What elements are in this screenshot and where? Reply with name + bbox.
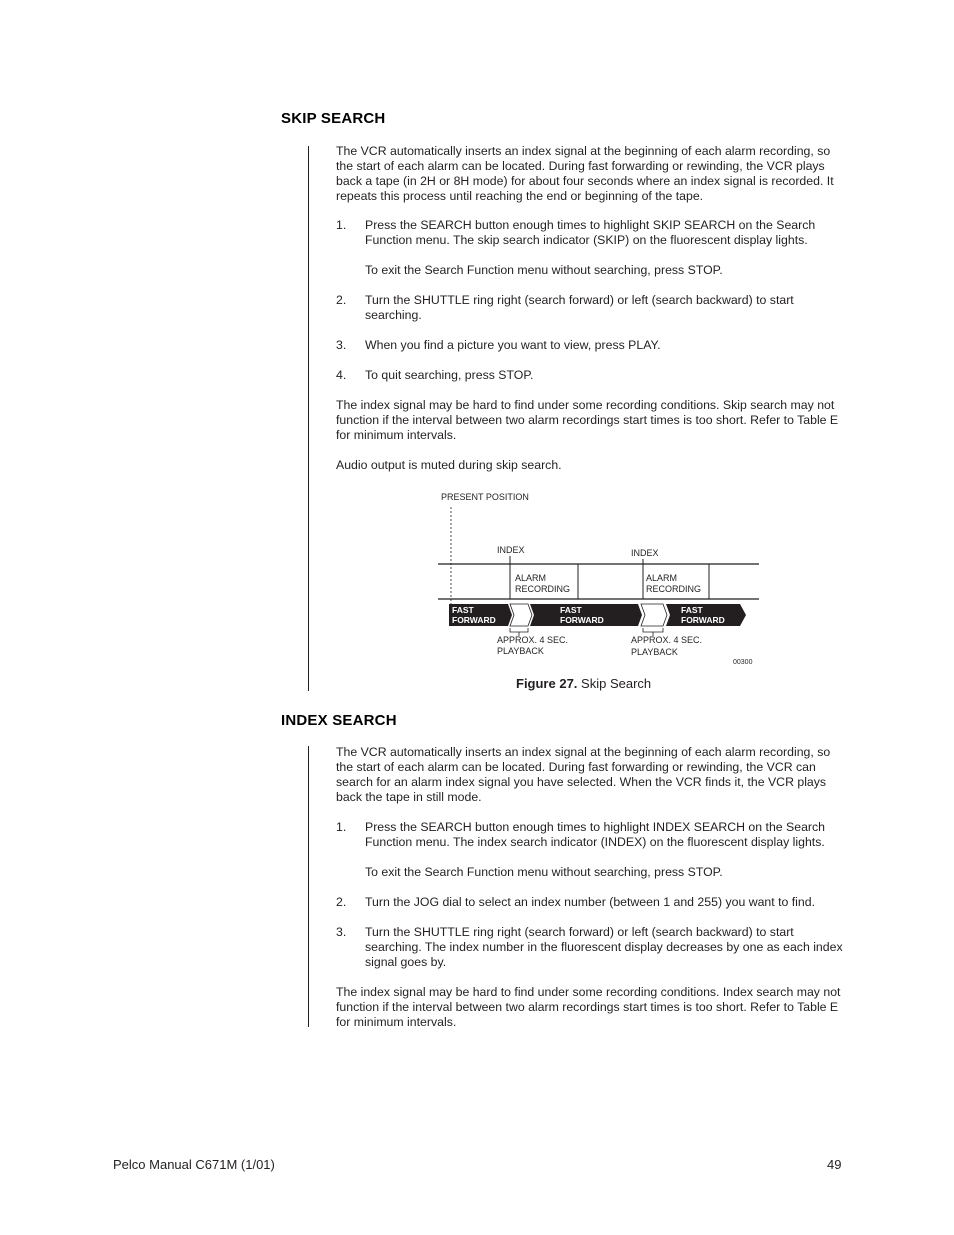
playback-segment-1 — [510, 604, 532, 626]
fast-forward-1-line2: FORWARD — [452, 615, 496, 625]
index-step-2-text: Turn the JOG dial to select an index number (between 1 and 255) you want to find. — [365, 895, 816, 909]
index-search-heading: INDEX SEARCH — [281, 712, 397, 729]
skip-step-1-text: Press the SEARCH button enough times to highlight SKIP SEARCH on the Search Function menu. The skip search indicator (SKIP) on the fluorescent display lights. — [365, 218, 816, 247]
alarm-recording-1-line2: RECORDING — [515, 584, 571, 594]
figure-code: 00300 — [733, 659, 753, 666]
skip-step-4-number: 4. — [336, 368, 347, 382]
playback-2-line2: PLAYBACK — [631, 647, 678, 657]
skip-step-2-text: Turn the SHUTTLE ring right (search forward) or left (search backward) to start searching. — [365, 293, 794, 322]
fast-forward-3-line2: FORWARD — [681, 615, 725, 625]
playback-bracket-2 — [643, 628, 663, 632]
figure-caption-title: Skip Search — [581, 676, 652, 691]
fast-forward-3-line1: FAST — [681, 605, 703, 615]
index-step-3-text: Turn the SHUTTLE ring right (search forward) or left (search backward) to start searching. The index number in the fluorescent display decreases by one as each index signal goes by. — [365, 925, 843, 969]
index-step-1-note: To exit the Search Function menu without searching, press STOP. — [365, 865, 723, 879]
skip-step-3-text: When you find a picture you want to view, press PLAY. — [365, 338, 661, 352]
alarm-recording-1-line1: ALARM — [515, 573, 547, 583]
skip-step-4-text: To quit searching, press STOP. — [365, 368, 534, 382]
skip-step-1-note: To exit the Search Function menu without searching, press STOP. — [365, 263, 723, 277]
playback-bracket-1 — [510, 628, 528, 632]
index-step-1-number: 1. — [336, 820, 347, 834]
playback-1-line1: APPROX. 4 SEC. — [497, 635, 569, 645]
index-step-2-number: 2. — [336, 895, 347, 909]
index-step-1-text: Press the SEARCH button enough times to highlight INDEX SEARCH on the Search Function menu. The index search indicator (INDEX) on the fluorescent display lights. — [365, 820, 825, 849]
playback-segment-2 — [641, 604, 667, 626]
skip-search-note-1: The index signal may be hard to find under some recording conditions. Skip search may not function if the interval between two alarm recordings start times is too short. Refer to Table E for minimum intervals. — [336, 398, 839, 442]
index-step-3-number: 3. — [336, 925, 347, 939]
fast-forward-2-line2: FORWARD — [560, 615, 604, 625]
skip-step-3-number: 3. — [336, 338, 347, 352]
index-search-intro: The VCR automatically inserts an index signal at the beginning of each alarm recording, so the start of each alarm can be located. During fast forwarding or rewinding, the VCR can search for an alarm index signal you have selected. When the VCR finds it, the VCR plays back the tape in still mode. — [336, 745, 831, 804]
footer-manual-title: Pelco Manual C671M (1/01) — [113, 1157, 275, 1172]
skip-step-1-number: 1. — [336, 218, 347, 232]
index-label-1: INDEX — [497, 545, 525, 555]
playback-1-line2: PLAYBACK — [497, 646, 544, 656]
alarm-recording-2-line2: RECORDING — [646, 584, 702, 594]
index-label-2: INDEX — [631, 548, 659, 558]
skip-step-2-number: 2. — [336, 293, 347, 307]
skip-search-heading: SKIP SEARCH — [281, 110, 386, 127]
figure-caption — [516, 676, 651, 691]
alarm-recording-2-line1: ALARM — [646, 573, 678, 583]
fast-forward-1-line1: FAST — [452, 605, 474, 615]
footer-page-number: 49 — [827, 1157, 842, 1172]
skip-search-intro: The VCR automatically inserts an index signal at the beginning of each alarm recording, so the start of each alarm can be located. During fast forwarding or rewinding, the VCR plays back a tape (in 2H or 8H mode) for about four seconds where an index signal is recorded. It repeats this process until reaching the end or beginning of the tape. — [336, 144, 834, 203]
present-position-label: PRESENT POSITION — [441, 492, 529, 502]
fast-forward-2-line1: FAST — [560, 605, 582, 615]
index-search-note-1: The index signal may be hard to find under some recording conditions. Index search may not function if the interval between two alarm recordings start times is too short. Refer to Table E for minimum intervals. — [336, 985, 841, 1029]
skip-search-note-2: Audio output is muted during skip search. — [336, 458, 562, 472]
figure-caption-label: Figure 27. — [516, 676, 578, 691]
section-margin-rule-2 — [308, 746, 309, 1027]
playback-2-line1: APPROX. 4 SEC. — [631, 635, 703, 645]
